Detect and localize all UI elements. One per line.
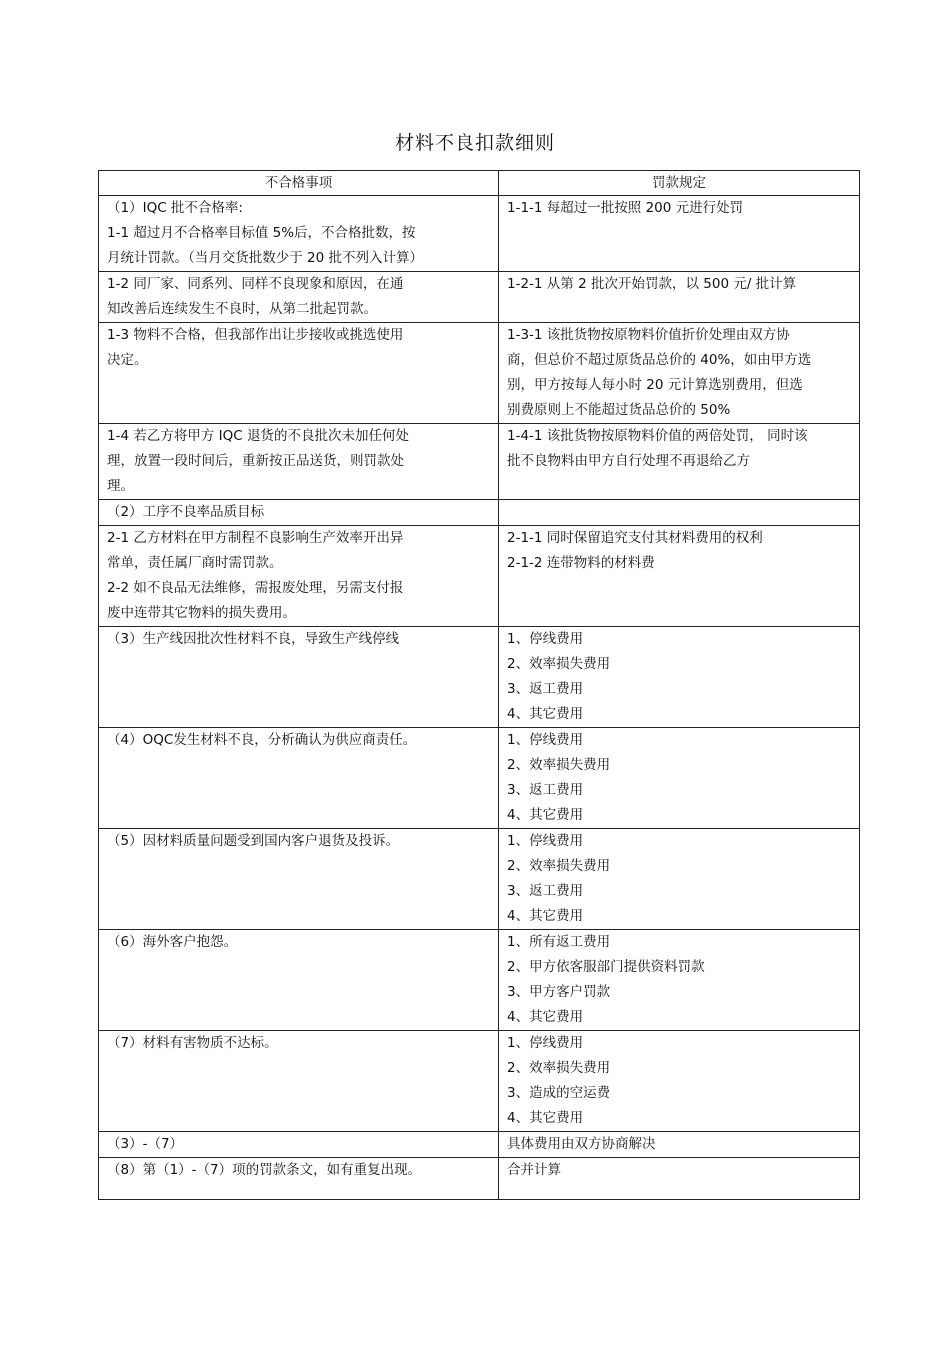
penalty-cell <box>499 728 860 829</box>
penalty-cell <box>499 272 860 323</box>
cell-line: 3、返工费用 <box>507 681 584 697</box>
penalty-cell <box>499 930 860 1031</box>
issue-cell <box>99 272 499 323</box>
cell-line: 3、造成的空运费 <box>507 1085 611 1101</box>
table-row <box>99 424 860 500</box>
cell-line: 废中连带其它物料的损失费用。 <box>107 605 296 621</box>
issue-cell <box>99 728 499 829</box>
cell-line: 理，放置一段时间后，重新按正品送货，则罚款处 <box>107 453 404 469</box>
cell-line: 1、停线费用 <box>507 631 584 647</box>
cell-line: 常单，责任属厂商时需罚款。 <box>107 555 283 571</box>
cell-line: 4、其它费用 <box>507 1009 584 1025</box>
cell-line: 2、效率损失费用 <box>507 1060 611 1076</box>
cell-line: 4、其它费用 <box>507 908 584 924</box>
cell-line: 2-1-1 同时保留追究支付其材料费用的权利 <box>507 530 763 546</box>
cell-line: （5）因材料质量问题受到国内客户退货及投诉。 <box>107 833 400 849</box>
issue-cell <box>99 424 499 500</box>
cell-line: 2-1-2 连带物料的材料费 <box>507 555 655 571</box>
table-row <box>99 272 860 323</box>
cell-line: （8）第（1）-（7）项的罚款条文，如有重复出现。 <box>107 1162 422 1178</box>
table-row <box>99 930 860 1031</box>
table-row <box>99 627 860 728</box>
cell-line: 3、甲方客户罚款 <box>507 984 611 1000</box>
issue-cell <box>99 1031 499 1132</box>
issue-cell <box>99 500 499 526</box>
cell-line: 2、效率损失费用 <box>507 656 611 672</box>
penalty-cell <box>499 196 860 272</box>
issue-cell <box>99 196 499 272</box>
cell-line: 2、效率损失费用 <box>507 757 611 773</box>
cell-line: 1-1-1 每超过一批按照 200 元进行处罚 <box>507 200 744 216</box>
cell-line: 合并计算 <box>507 1162 561 1178</box>
cell-line: （4）OQC发生材料不良，分析确认为供应商责任。 <box>107 732 417 748</box>
table-row <box>99 526 860 627</box>
cell-line: 1-4-1 该批货物按原物料价值的两倍处罚， 同时该 <box>507 428 808 444</box>
issue-cell <box>99 323 499 424</box>
penalty-cell <box>499 1132 860 1158</box>
cell-line: （1）IQC 批不合格率: <box>107 200 243 216</box>
cell-line: 批不良物料由甲方自行处理不再退给乙方 <box>507 453 750 469</box>
cell-line: 1-3 物料不合格，但我部作出让步接收或挑选使用 <box>107 327 404 343</box>
cell-line: 理。 <box>107 478 134 494</box>
issue-cell <box>99 829 499 930</box>
cell-line: 2、甲方依客服部门提供资料罚款 <box>507 959 705 975</box>
cell-line: 别，甲方按每人每小时 20 元计算选别费用，但选 <box>507 377 803 393</box>
page-title: 材料不良扣款细则 <box>394 132 555 154</box>
penalty-cell <box>499 627 860 728</box>
issue-cell <box>99 1132 499 1158</box>
cell-line: 1-4 若乙方将甲方 IQC 退货的不良批次未加任何处 <box>107 428 409 444</box>
issue-cell <box>99 627 499 728</box>
issue-cell <box>99 526 499 627</box>
penalty-cell <box>499 526 860 627</box>
penalty-cell <box>499 829 860 930</box>
cell-line: 4、其它费用 <box>507 807 584 823</box>
cell-line: 1、停线费用 <box>507 1035 584 1051</box>
penalty-cell <box>499 1031 860 1132</box>
cell-line: （3）-（7） <box>107 1136 184 1152</box>
table-row <box>99 500 860 526</box>
cell-line: （3）生产线因批次性材料不良，导致生产线停线 <box>107 631 400 647</box>
table-header-row <box>99 171 860 196</box>
cell-line: 1-3-1 该批货物按原物料价值折价处理由双方协 <box>507 327 790 343</box>
cell-line: 决定。 <box>107 352 148 368</box>
penalty-cell <box>499 1158 860 1200</box>
penalty-cell <box>499 500 860 526</box>
cell-line: 3、返工费用 <box>507 782 584 798</box>
cell-line: 别费原则上不能超过货品总价的 50% <box>507 402 731 418</box>
cell-line: （6）海外客户抱怨。 <box>107 934 238 950</box>
penalty-table <box>98 170 860 1200</box>
table-row <box>99 1132 860 1158</box>
cell-line: （7）材料有害物质不达标。 <box>107 1035 278 1051</box>
table-row <box>99 1158 860 1200</box>
cell-line: 1、停线费用 <box>507 833 584 849</box>
header-penalty: 罚款规定 <box>499 171 860 196</box>
cell-line: 3、返工费用 <box>507 883 584 899</box>
table-row <box>99 196 860 272</box>
cell-line: 月统计罚款。（当月交货批数少于 20 批不列入计算） <box>107 250 424 266</box>
cell-line: 1-2-1 从第 2 批次开始罚款，以 500 元/ 批计算 <box>507 276 797 292</box>
cell-line: 1-2 同厂家、同系列、同样不良现象和原因，在通 <box>107 276 404 292</box>
table-row <box>99 829 860 930</box>
cell-line: 商，但总价不超过原货品总价的 40%，如由甲方选 <box>507 352 812 368</box>
cell-line: 1、停线费用 <box>507 732 584 748</box>
table-row <box>99 323 860 424</box>
table-row <box>99 728 860 829</box>
cell-line: 2-2 如不良品无法维修，需报废处理，另需支付报 <box>107 580 404 596</box>
penalty-cell <box>499 323 860 424</box>
header-issue: 不合格事项 <box>99 171 499 196</box>
issue-cell <box>99 1158 499 1200</box>
cell-line: 2、效率损失费用 <box>507 858 611 874</box>
penalty-cell <box>499 424 860 500</box>
cell-line: （2）工序不良率品质目标 <box>107 504 265 520</box>
cell-line: 1-1 超过月不合格率目标值 5%后，不合格批数，按 <box>107 225 416 241</box>
cell-line: 具体费用由双方协商解决 <box>507 1136 656 1152</box>
cell-line: 2-1 乙方材料在甲方制程不良影响生产效率开出异 <box>107 530 404 546</box>
cell-line: 知改善后连续发生不良时，从第二批起罚款。 <box>107 301 377 317</box>
issue-cell <box>99 930 499 1031</box>
cell-line: 4、其它费用 <box>507 1110 584 1126</box>
cell-line: 4、其它费用 <box>507 706 584 722</box>
cell-line: 1、所有返工费用 <box>507 934 611 950</box>
table-row <box>99 1031 860 1132</box>
